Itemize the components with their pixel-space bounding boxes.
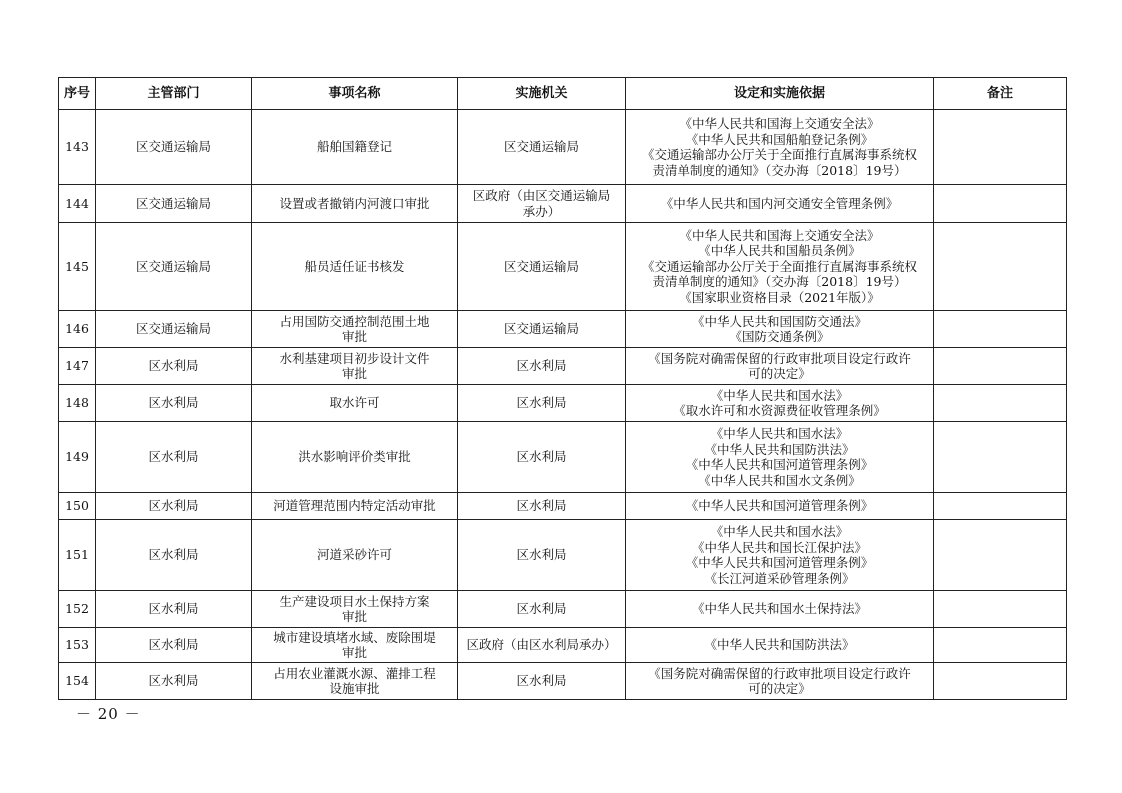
agency-cell: 区交通运输局 <box>458 110 626 185</box>
table-row <box>59 348 1067 385</box>
department-cell: 区水利局 <box>96 385 252 422</box>
agency-cell: 区水利局 <box>458 520 626 591</box>
table-row <box>59 385 1067 422</box>
remarks-cell <box>934 493 1067 520</box>
table-row <box>59 493 1067 520</box>
department-cell: 区水利局 <box>96 422 252 493</box>
item-name-cell: 洪水影响评价类审批 <box>252 422 458 493</box>
table-row <box>59 520 1067 591</box>
agency-cell: 区水利局 <box>458 663 626 700</box>
serial-no-cell: 151 <box>59 520 96 591</box>
remarks-cell <box>934 185 1067 223</box>
table-row <box>59 110 1067 185</box>
item-name-cell: 生产建设项目水土保持方案 审批 <box>252 591 458 628</box>
remarks-cell <box>934 628 1067 663</box>
serial-no-cell: 148 <box>59 385 96 422</box>
remarks-cell <box>934 110 1067 185</box>
serial-no-cell: 149 <box>59 422 96 493</box>
remarks-cell <box>934 520 1067 591</box>
department-cell: 区水利局 <box>96 628 252 663</box>
header-remarks: 备注 <box>934 78 1067 110</box>
department-cell: 区交通运输局 <box>96 110 252 185</box>
legal-basis-cell: 《中华人民共和国水法》 《中华人民共和国防洪法》 《中华人民共和国河道管理条例》 《中华人民共和国水文条例》 <box>626 422 934 493</box>
department-cell: 区交通运输局 <box>96 223 252 311</box>
remarks-cell <box>934 422 1067 493</box>
agency-cell: 区政府（由区交通运输局 承办） <box>458 185 626 223</box>
header-item-name: 事项名称 <box>252 78 458 110</box>
header-department: 主管部门 <box>96 78 252 110</box>
page-number: － 20 － <box>76 705 141 723</box>
legal-basis-cell: 《中华人民共和国海上交通安全法》 《中华人民共和国船员条例》 《交通运输部办公厅关于全面推行直属海事系统权 责清单制度的通知》（交办海〔2018〕19号） 《国家职业资格目录（2021年版）》 <box>626 223 934 311</box>
item-name-cell: 船舶国籍登记 <box>252 110 458 185</box>
item-name-cell: 城市建设填堵水域、废除围堤 审批 <box>252 628 458 663</box>
legal-basis-cell: 《中华人民共和国河道管理条例》 <box>626 493 934 520</box>
legal-basis-cell: 《中华人民共和国国防交通法》 《国防交通条例》 <box>626 311 934 348</box>
serial-no-cell: 145 <box>59 223 96 311</box>
department-cell: 区交通运输局 <box>96 311 252 348</box>
table-row <box>59 663 1067 700</box>
table-row <box>59 311 1067 348</box>
agency-cell: 区水利局 <box>458 591 626 628</box>
agency-cell: 区交通运输局 <box>458 223 626 311</box>
department-cell: 区水利局 <box>96 591 252 628</box>
item-name-cell: 占用农业灌溉水源、灌排工程 设施审批 <box>252 663 458 700</box>
serial-no-cell: 153 <box>59 628 96 663</box>
remarks-cell <box>934 223 1067 311</box>
item-name-cell: 取水许可 <box>252 385 458 422</box>
remarks-cell <box>934 591 1067 628</box>
serial-no-cell: 143 <box>59 110 96 185</box>
legal-basis-cell: 《中华人民共和国水法》 《中华人民共和国长江保护法》 《中华人民共和国河道管理条例》 《长江河道采砂管理条例》 <box>626 520 934 591</box>
serial-no-cell: 144 <box>59 185 96 223</box>
table-row <box>59 223 1067 311</box>
document-page <box>58 77 1066 700</box>
department-cell: 区水利局 <box>96 493 252 520</box>
table-row <box>59 185 1067 223</box>
item-name-cell: 河道采砂许可 <box>252 520 458 591</box>
item-name-cell: 河道管理范围内特定活动审批 <box>252 493 458 520</box>
serial-no-cell: 154 <box>59 663 96 700</box>
legal-basis-cell: 《中华人民共和国海上交通安全法》 《中华人民共和国船舶登记条例》 《交通运输部办公厅关于全面推行直属海事系统权 责清单制度的通知》（交办海〔2018〕19号） <box>626 110 934 185</box>
legal-basis-cell: 《国务院对确需保留的行政审批项目设定行政许 可的决定》 <box>626 663 934 700</box>
table-row <box>59 591 1067 628</box>
department-cell: 区水利局 <box>96 663 252 700</box>
remarks-cell <box>934 348 1067 385</box>
serial-no-cell: 147 <box>59 348 96 385</box>
table-header-row <box>59 78 1067 110</box>
agency-cell: 区水利局 <box>458 493 626 520</box>
serial-no-cell: 150 <box>59 493 96 520</box>
legal-basis-cell: 《中华人民共和国内河交通安全管理条例》 <box>626 185 934 223</box>
legal-basis-cell: 《中华人民共和国水土保持法》 <box>626 591 934 628</box>
item-name-cell: 船员适任证书核发 <box>252 223 458 311</box>
agency-cell: 区水利局 <box>458 348 626 385</box>
header-serial-no: 序号 <box>59 78 96 110</box>
remarks-cell <box>934 311 1067 348</box>
agency-cell: 区水利局 <box>458 385 626 422</box>
agency-cell: 区水利局 <box>458 422 626 493</box>
item-name-cell: 设置或者撤销内河渡口审批 <box>252 185 458 223</box>
table-row <box>59 422 1067 493</box>
serial-no-cell: 152 <box>59 591 96 628</box>
header-agency: 实施机关 <box>458 78 626 110</box>
department-cell: 区水利局 <box>96 520 252 591</box>
item-name-cell: 水利基建项目初步设计文件 审批 <box>252 348 458 385</box>
agency-cell: 区政府（由区水利局承办） <box>458 628 626 663</box>
department-cell: 区交通运输局 <box>96 185 252 223</box>
serial-no-cell: 146 <box>59 311 96 348</box>
item-name-cell: 占用国防交通控制范围土地 审批 <box>252 311 458 348</box>
department-cell: 区水利局 <box>96 348 252 385</box>
header-legal-basis: 设定和实施依据 <box>626 78 934 110</box>
agency-cell: 区交通运输局 <box>458 311 626 348</box>
table-row <box>59 628 1067 663</box>
legal-basis-cell: 《国务院对确需保留的行政审批项目设定行政许 可的决定》 <box>626 348 934 385</box>
administrative-items-table <box>58 77 1067 700</box>
remarks-cell <box>934 663 1067 700</box>
legal-basis-cell: 《中华人民共和国水法》 《取水许可和水资源费征收管理条例》 <box>626 385 934 422</box>
remarks-cell <box>934 385 1067 422</box>
legal-basis-cell: 《中华人民共和国防洪法》 <box>626 628 934 663</box>
